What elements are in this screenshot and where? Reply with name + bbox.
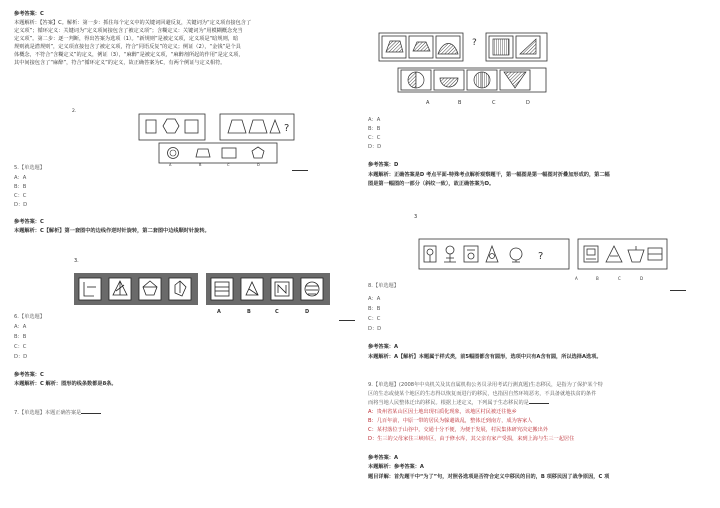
q9-option-d[interactable]: D：生三的父母家住三峡库区，由于修水库，其父亲有家产受损，来到上海与生三一起居住	[368, 436, 575, 442]
q4-explanation-line: 定义项”；循环定义：关键词为“定义项间接包含了被定义项”；含糊定义：关键词为“用模糊概念充当	[14, 28, 243, 34]
q5-option-label: C	[227, 163, 230, 167]
q5-option-a[interactable]: A：A	[14, 175, 27, 181]
q4-explanation-line: 本题解析：【答案】C。解析：第一步：抓住每个定义中的关键词回避反复，关键词为“定义项直接包含了	[14, 20, 252, 26]
q7-explanation-line: 图是第一幅图的一部分（斜纹一致），故正确答案为D。	[368, 181, 495, 187]
q9-answer-label: 参考答案：A	[368, 455, 398, 461]
q5-option-b[interactable]: B：B	[14, 184, 27, 190]
q7-option-d[interactable]: D：D	[368, 144, 382, 150]
q7-option-c[interactable]: C：C	[368, 135, 381, 141]
q5-answer-blank[interactable]	[292, 170, 308, 171]
q5-options-figure	[158, 142, 278, 164]
q4-explanation-line: 规则就是潜规则”，定义项直接包含了被定义项，符合“同语反复”的定义；例证（2），“金钱”是个具	[14, 44, 241, 50]
q8-option-label: D	[640, 276, 644, 281]
q5-option-label: B	[199, 163, 202, 167]
q5-question-mark: ?	[284, 123, 290, 134]
q8-option-d[interactable]: D：D	[368, 326, 382, 332]
q8-option-label: B	[596, 276, 599, 281]
q6-option-label: B	[247, 309, 251, 315]
q5-label: 5.【单选题】	[14, 165, 45, 171]
q6-option-label: D	[305, 309, 310, 315]
q6-explanation: 本题解析：C 解析：图形的线条数都是8条。	[14, 381, 117, 387]
q5-option-d[interactable]: D：D	[14, 202, 28, 208]
q9-answer-blank[interactable]	[529, 400, 549, 404]
q9-option-c[interactable]: C：某村落位于山谷中，交通十分不便，为便于发展，村民集体研究决定搬出外	[368, 427, 548, 433]
q5-option-label: A	[169, 163, 172, 167]
q8-explanation: 本题解析：A【解析】本题属于样式类，前5幅图都含有圆形，选项中只有A含有圆，所以选择A选项。	[368, 354, 602, 360]
q6-option-label: A	[217, 309, 221, 315]
q7-question-mark: ?	[472, 38, 477, 48]
q9-option-b[interactable]: B：几百年前，中原一带的居民为躲避战乱，整体迁到南方，成为客家人	[368, 418, 533, 424]
q8-answer-blank[interactable]	[670, 290, 686, 291]
q7-option-label: A	[426, 100, 430, 106]
q7-figure	[378, 32, 548, 94]
q9-explanation-label: 本题解析：参考答案：A	[368, 464, 424, 470]
q6-answer-blank[interactable]	[339, 320, 355, 321]
q6-option-b[interactable]: B：B	[14, 334, 27, 340]
q4-explanation-line: 定义项”。第二步：逐一判断，得出答案为选项（1）。“新规则”是被定义项，定义项是“暗规则，暗	[14, 36, 239, 42]
q9-stem-line	[368, 400, 549, 407]
q7-label-text: 7.【单选题】本题正确答案是	[14, 410, 82, 416]
q4-explanation-line: 其中间接包含了“麻醉”，符合“循环定义”的定义，故正确答案为C，有两个例证与定义相符。	[14, 60, 226, 66]
q7-option-label: D	[526, 100, 530, 106]
q7-option-label: B	[458, 100, 462, 106]
q5-question-figure	[138, 113, 296, 141]
q8-answer-label: 参考答案：A	[368, 344, 398, 350]
q8-number: 3	[414, 214, 418, 220]
q4-explanation-line: 体概念，不符合“含糊定义”的定义，例证（3），“麻醉”是被定义项，“麻醉剂所起的作用”是定义项，	[14, 52, 244, 58]
q9-option-a[interactable]: A：贵州省某山区因土地出现石质化现象，该地区村民被迁往他乡	[368, 409, 517, 415]
q7-answer-blank[interactable]	[81, 410, 101, 414]
q7-option-b[interactable]: B：B	[368, 126, 381, 132]
q5-option-label: D	[257, 163, 260, 167]
q9-stem-text: 而将当地人民整体迁出的移民。根据上述定义，下列属于生态移民的是	[368, 400, 529, 406]
q5-option-c[interactable]: C：C	[14, 193, 27, 199]
right-column	[368, 0, 713, 508]
q6-option-a[interactable]: A：A	[14, 324, 27, 330]
q8-option-b[interactable]: B：B	[368, 306, 381, 312]
q8-figure	[418, 238, 668, 270]
q6-number: 3.	[74, 258, 79, 264]
q6-answer-label: 参考答案：C	[14, 372, 44, 378]
q8-option-label: C	[618, 276, 621, 281]
q5-answer-label: 参考答案：C	[14, 219, 44, 225]
q6-figure	[74, 273, 330, 305]
q7-option-label: C	[492, 100, 496, 106]
q7-explanation-line: 本题解析：正确答案是D 考点平面-特殊考点解析观察题干，第一幅图是第一幅图对折叠加形成的，第二幅	[368, 172, 610, 178]
q9-detail: 题目详解：首先题干中“为了”句，对照各选项是否符合定义中移民的目的，B 项移民因了战争原因，C 项	[368, 474, 610, 480]
q7-label	[14, 410, 101, 417]
q5-explanation: 本题解析：C【解析】第一套图中的边线作逆时针旋转，第二套图中边线顺时针旋转。	[14, 228, 210, 234]
q9-stem-line: 区的生态或使某个地区的生态得以恢复而进行的移民，也指因自然环境恶劣，不具备就地扶贫的条件	[368, 391, 597, 397]
q8-option-a[interactable]: A：A	[368, 296, 381, 302]
q6-label: 6.【单选题】	[14, 314, 45, 320]
q5-number: 2.	[72, 109, 77, 114]
q7-option-a[interactable]: A：A	[368, 117, 381, 123]
q9-stem-line: 9.【单选题】(2008年中央机关及其直属机构公务员录用考试行测真题)生态移民，是指为了保护某个特	[368, 382, 603, 388]
q8-option-c[interactable]: C：C	[368, 316, 381, 322]
q4-answer-label: 参考答案：C	[14, 11, 44, 17]
q8-option-label: A	[575, 276, 578, 281]
q8-question-mark: ?	[538, 251, 544, 262]
q6-option-d[interactable]: D：D	[14, 354, 28, 360]
q8-label: 8.【单选题】	[368, 283, 399, 289]
q6-option-c[interactable]: C：C	[14, 344, 27, 350]
q7-answer-label: 参考答案：D	[368, 162, 399, 168]
q6-option-label: C	[275, 309, 279, 315]
left-column	[14, 0, 359, 508]
